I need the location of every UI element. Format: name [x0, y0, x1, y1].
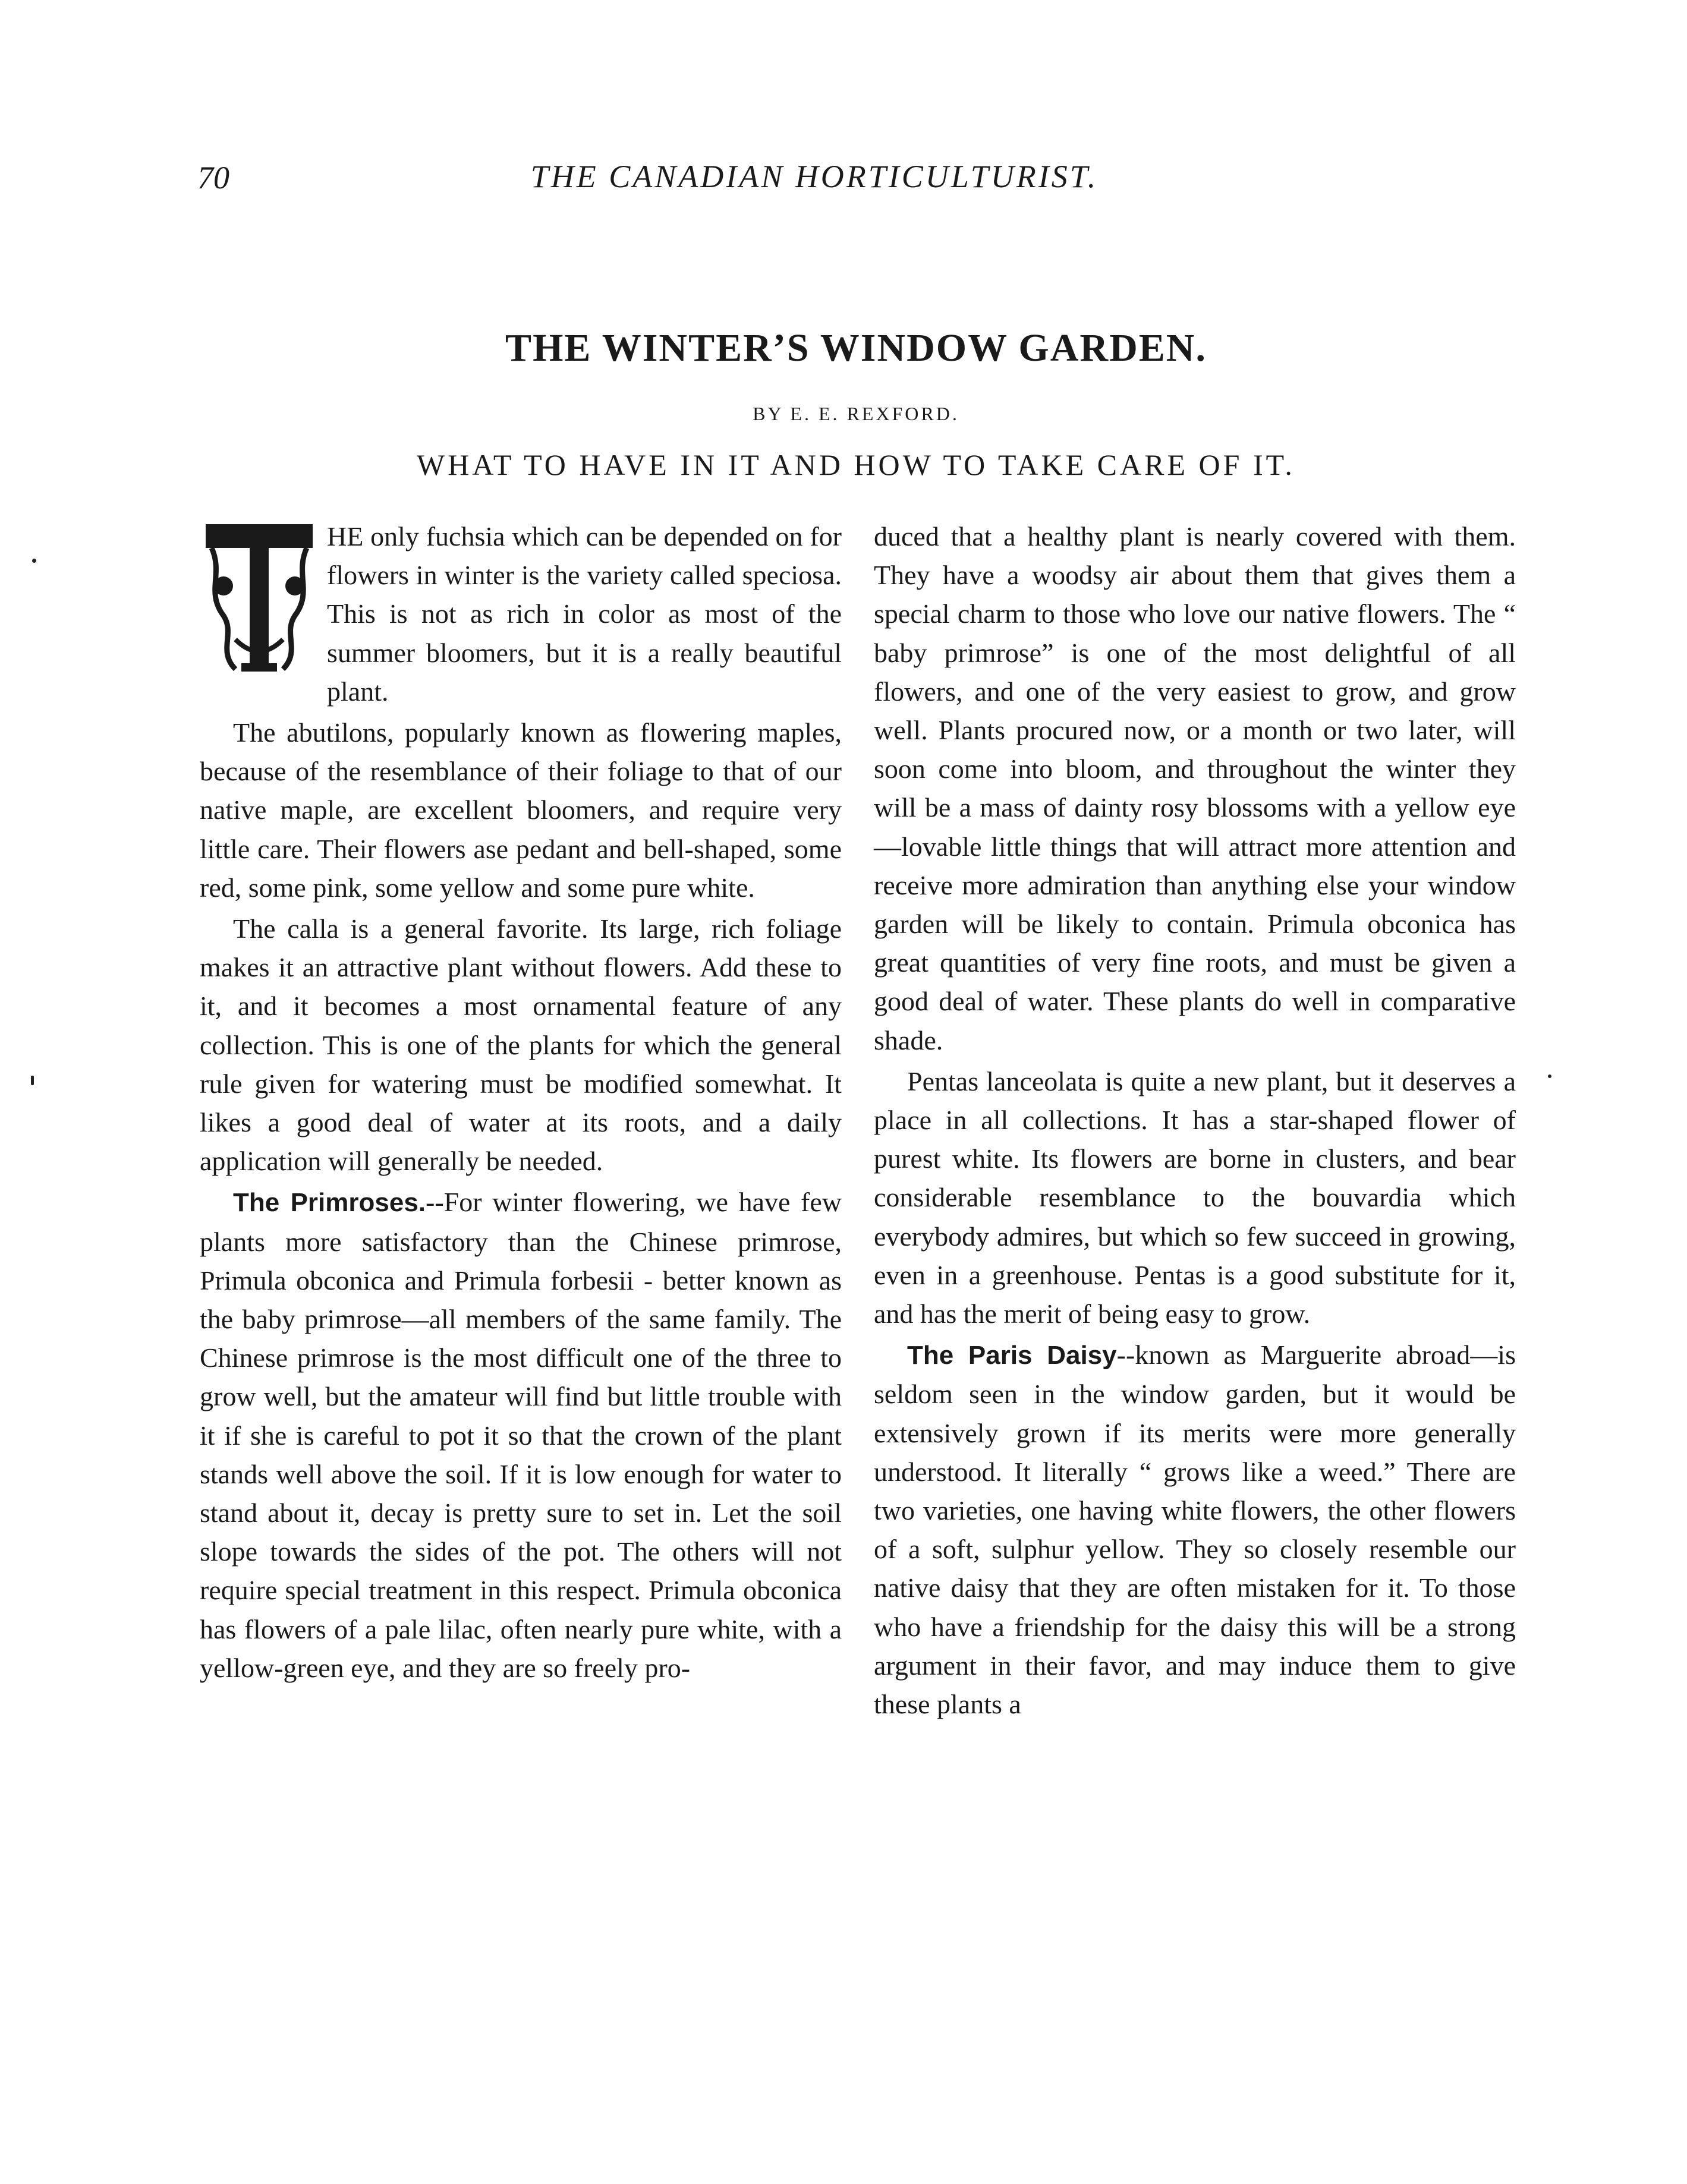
section-lead: The Paris Daisy	[907, 1341, 1117, 1370]
paragraph	[200, 517, 842, 711]
running-title: THE CANADIAN HORTICULTURIST.	[530, 159, 1099, 194]
article-title: THE WINTER’S WINDOW GARDEN.	[505, 326, 1207, 370]
page-number: 70	[197, 160, 229, 196]
paragraph: duced that a healthy plant is nearly covered with them. They have a woodsy air about them that gives them a special charm to those who love our native flowers. The “ baby primrose” is one of the most delightful of all flowers, and one of the very easiest to grow, and grow well. Plants procured now, or a month or two later, will soon come into bloom, and throughout the winter they will be a mass of dainty rosy blossoms with a yellow eye—lovable little things that will attract more attention and receive more admiration than anything else your window garden will be likely to contain. Primula obconica has great quantities of very fine roots, and must be given a good deal of water. These plants do well in comparative shade.	[874, 521, 1516, 1055]
section-lead: The Primroses.	[233, 1188, 426, 1218]
scan-speck	[32, 559, 36, 563]
article-byline: BY E. E. REXFORD.	[753, 403, 959, 424]
paragraph	[874, 1335, 1516, 1723]
scan-speck	[1548, 1074, 1551, 1078]
drop-cap-ornament	[200, 521, 319, 676]
right-column	[874, 517, 1516, 1726]
ornament-icon	[200, 521, 319, 676]
paragraph: The abutilons, popularly known as flowering maples, because of the resemblance of their foliage to that of our native maple, are excellent bloomers, and require very little care. Their flowers ase pedant and bell-shaped, some red, some pink, some yellow and some pure white.	[200, 717, 842, 903]
right-paragraph-3: --known as Marguerite abroad—is seldom seen in the window garden, but it would be extensively grown if its merits were more generally understood. It literally “ grows like a weed.” There are two varieties, one having white flowers, the other flowers of a soft, sulphur yellow. They so closely resemble our native daisy that they are often mistaken for it. To those who have a friendship for the daisy this will be a strong argument in their favor, and may induce them to give these plants a	[874, 1340, 1516, 1720]
left-paragraph-4: --For winter flowering, we have few plants more satisfactory than the Chinese primrose, Primula obconica and Primula forbesii - better known as the baby primrose—all members of the same family. The Chinese primrose is the most difficult one of the three to grow well, but the amateur will find but little trouble with it if she is careful to pot it so that the crown of the plant stands well above the soil. If it is low enough for water to stand about it, decay is pretty sure to set in. Let the soil slope towards the sides of the pot. The others will not require special treatment in this respect. Primula obconica has flowers of a pale lilac, often nearly pure white, with a yellow-green eye, and they are so freely pro-	[200, 1187, 842, 1683]
left-paragraph-1: HE only fuchsia which can be depended on for flowers in winter is the variety called speciosa. This is not as rich in color as most of the summer bloomers, but it is a really beautiful plant.	[327, 521, 842, 707]
paragraph: Pentas lanceolata is quite a new plant, but it deserves a place in all collections. It has a star-shaped flower of purest white. Its flowers are borne in clusters, and bear considerable resemblance to the bouvardia which everybody admires, but which so few succeed in growing, even in a greenhouse. Pentas is a good substitute for it, and has the merit of being easy to grow.	[874, 1066, 1516, 1329]
article-subtitle-text: WHAT TO HAVE IN IT AND HOW TO TAKE CARE OF IT.	[417, 448, 1295, 481]
left-column	[200, 517, 842, 1690]
paragraph	[200, 1183, 842, 1687]
paragraph: The calla is a general favorite. Its large, rich foliage makes it an attractive plant without flowers. Add these to it, and it becomes a most ornamental feature of any collection. This is one of the plants for which the general rule given for watering must be modified somewhat. It likes a good deal of water at its roots, and a daily application will generally be needed.	[200, 913, 842, 1177]
article-subtitle	[214, 447, 1498, 483]
scan-speck	[31, 1076, 34, 1085]
